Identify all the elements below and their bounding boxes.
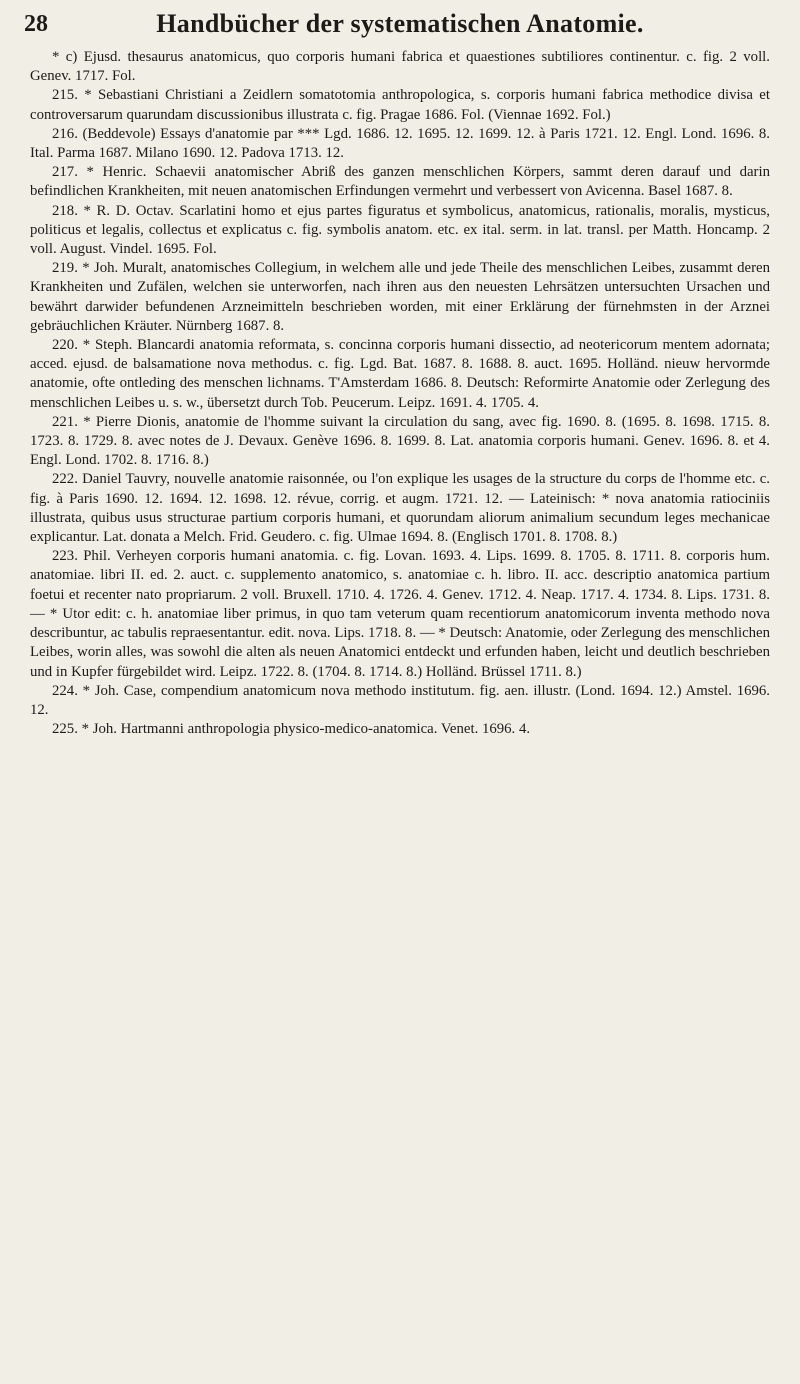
entry-225: 225. * Joh. Hartmanni anthropologia physico-medico-anatomica. Venet. 1696. 4. <box>52 721 531 738</box>
page-header <box>22 8 778 40</box>
running-title: Handbücher der systematischen Anatomie. <box>156 9 644 38</box>
entry-222: 222. Daniel Tauvry, nouvelle anatomie raisonnée, ou l'on explique les usages de la structure du corps de l'homme etc. c. fig. à Paris 1690. 12. 1694. 12. 1698. 12. révue, corrig. et augm. 1721. 12. — Lateinisch: * nova anatomia ratiociniis illustrata, quibus usus structurae partium corporis humani, et quorundam aliorum animalium secundum leges mechanicae explicantur. Lat. donata a Melch. Frid. Geudero. c. fig. Ulmae 1694. 8. (Englisch 1701. 8. 1708. 8.) <box>30 471 770 546</box>
entry-c: * c) Ejusd. thesaurus anatomicus, quo corporis humani fabrica et quaestiones subtiliores continentur. c. fig. 2 voll. Genev. 1717. Fol. <box>30 49 770 85</box>
entry-221: 221. * Pierre Dionis, anatomie de l'homme suivant la circulation du sang, avec fig. 1690. 8. (1695. 8. 1698. 1715. 8. 1723. 8. 1729. 8. avec notes de J. Devaux. Genève 1696. 8. 1699. 8. Lat. anatomia corporis humani. Genev. 1696. 8. et 4. Engl. Lond. 1702. 8. 1716. 8.) <box>30 413 770 469</box>
entry-217: 217. * Henric. Schaevii anatomischer Abriß des ganzen menschlichen Körpers, sammt deren darauf und darin befindlichen Krankheiten, mit neuen anatomischen Erfindungen vermehrt und verbessert von Avicenna. Basel 1687. 8. <box>30 164 770 200</box>
entry-219: 219. * Joh. Muralt, anatomisches Collegium, in welchem alle und jede Theile des menschlichen Leibes, zusammt deren Krankheiten und Zufälen, welchen sie unterworfen, nach ihren aus den neuesten Lehrsätzen untersuchten Ursachen und bewährt darwider befundenen Arzneimitteln beschrieben worden, mit einer Erklärung der fürnehmsten in der Arznei gebräuchlichen Kräuter. Nürnberg 1687. 8. <box>30 260 770 334</box>
entry-224: 224. * Joh. Case, compendium anatomicum nova methodo institutum. fig. aen. illustr. (Lond. 1694. 12.) Amstel. 1696. 12. <box>30 682 770 718</box>
entry-220: 220. * Steph. Blancardi anatomia reformata, s. concinna corporis humani dissectio, ad neotericorum mentem adornata; acced. ejusd. de balsamatione nova methodus. c. fig. Lgd. Bat. 1687. 8. 1688. 8. auct. 1695. Holländ. nieuw hervormde anatomie, ofte ontleding des menschen lichnams. T'Amsterdam 1686. 8. Deutsch: Reformirte Anatomie oder Zerlegung des menschlichen Leibes u. s. w., übersetzt durch Tob. Peucerum. Leipz. 1691. 4. 1705. 4. <box>30 337 770 411</box>
entry-216: 216. (Beddevole) Essays d'anatomie par *** Lgd. 1686. 12. 1695. 12. 1699. 12. à Paris 1721. 12. Engl. Lond. 1696. 8. Ital. Parma 1687. Milano 1690. 12. Padova 1713. 12. <box>30 125 770 162</box>
entry-218: 218. * R. D. Octav. Scarlatini homo et ejus partes figuratus et symbolicus, anatomicus, rationalis, moralis, mysticus, politicus et legalis, collectus et explicatus c. fig. symbolis anatom. etc. ex ital. serm. in lat. transl. per Matth. Honcamp. 2 voll. August. Vindel. 1695. Fol. <box>30 202 770 258</box>
entry-215: 215. * Sebastiani Christiani a Zeidlern somatotomia anthropologica, s. corporis humani fabrica methodice divisa et controversarum quarundam discussionibus illustrata c. fig. Pragae 1686. Fol. (Viennae 1692. Fol.) <box>30 87 770 123</box>
entry-223: 223. Phil. Verheyen corporis humani anatomia. c. fig. Lovan. 1693. 4. Lips. 1699. 8. 1705. 8. 1711. 8. corporis hum. anatomiae. libri II. ed. 2. auct. c. supplemento anatomico, s. anatomiae c. h. libro. II. acc. descriptio anatomica partium foetui et recenter nato propriarum. 2 voll. Bruxell. 1710. 4. 1726. 4. Genev. 1712. 4. Neap. 1717. 4. 1734. 8. Lips. 1731. 8. — * Utor edit: c. h. anatomiae liber primus, in quo tam veterum quam recentiorum anatomicorum inventa methodo nova describuntur, ac tabulis repraesentantur. edit. nova. Lips. 1718. 8. — * Deutsch: Anatomie, oder Zerlegung des menschlichen Leibes, worin alles, was sowohl die alten als neuen Anatomici entdeckt und erfunden haben, leicht und deutlich beschrieben und in Kupfer fürgebildet wird. Leipz. 1722. 8. (1704. 8. 1714. 8.) Holländ. Brüssel 1711. 8.) <box>30 548 770 680</box>
page-number: 28 <box>24 11 48 37</box>
bibliography-body <box>30 48 770 739</box>
